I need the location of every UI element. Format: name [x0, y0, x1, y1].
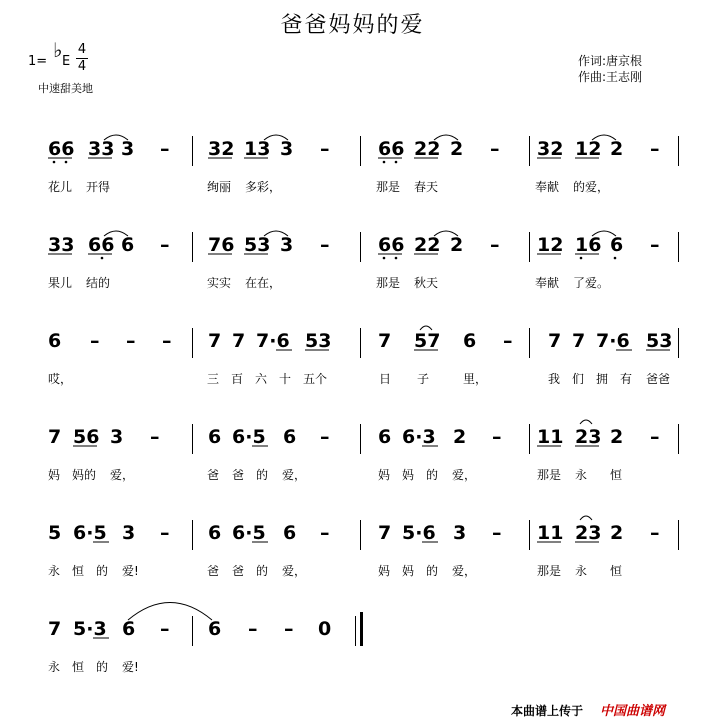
note-rest: – — [490, 138, 500, 160]
low-octave-dot — [53, 161, 56, 164]
note-rest: – — [160, 618, 170, 640]
key-note: E — [62, 54, 71, 69]
lyric: 那是 — [537, 564, 562, 578]
note-group: 53 — [305, 330, 332, 352]
note-rest: – — [284, 618, 294, 640]
note-group: 0 — [318, 618, 332, 640]
slur-arc — [264, 135, 288, 140]
slur-arc — [104, 231, 128, 236]
note-rest: – — [492, 426, 502, 448]
note-group: 76 — [208, 234, 235, 256]
time-signature-bottom: 4 — [77, 59, 87, 74]
lyric: 爱， — [452, 468, 477, 482]
note-group: 6 — [610, 234, 624, 256]
lyric: 六 — [255, 372, 268, 386]
note-rest: – — [492, 522, 502, 544]
upload-source-text: 本曲谱上传于 — [511, 704, 584, 718]
note-group: 2 — [610, 138, 624, 160]
note-group: 7 — [548, 330, 562, 352]
slur-arc — [592, 231, 616, 236]
lyric: 那是 — [376, 180, 401, 194]
note-rest: – — [650, 138, 660, 160]
lyric: 子 — [417, 372, 430, 386]
lyric: 的 — [256, 564, 269, 578]
lyric: 恒 — [72, 660, 85, 674]
note-group: 53 — [646, 330, 673, 352]
note-group: 3 — [122, 522, 136, 544]
note-group: 23 — [575, 426, 602, 448]
lyric: 爱， — [282, 468, 307, 482]
lyric: 结的 — [86, 276, 111, 290]
note-group: 23 — [575, 522, 602, 544]
note-rest: – — [650, 234, 660, 256]
low-octave-dot — [383, 257, 386, 260]
note-group: 2 — [453, 426, 467, 448]
composer-credit: 作曲:王志刚 — [578, 70, 643, 84]
flat-sign-icon: ♭ — [53, 38, 63, 62]
lyric: 爸 — [207, 468, 220, 482]
lyric: 有 — [620, 372, 633, 386]
note-group: 6 — [378, 426, 392, 448]
lyric: 永 — [48, 564, 61, 578]
note-group: 2 — [610, 426, 624, 448]
lyric: 永 — [48, 660, 61, 674]
note-rest: – — [650, 522, 660, 544]
note-group: 7·6 — [256, 330, 290, 352]
lyric: 们 — [572, 372, 585, 386]
note-group: 3 — [110, 426, 124, 448]
note-group: 33 — [48, 234, 75, 256]
lyric: 的爱， — [573, 180, 610, 194]
lyric: 爸 — [232, 564, 245, 578]
note-group: 32 — [208, 138, 235, 160]
note-group: 7 — [232, 330, 246, 352]
lyric: 那是 — [376, 276, 401, 290]
note-group: 6·5 — [232, 522, 266, 544]
note-rest: – — [160, 138, 170, 160]
lyric: 我 — [548, 372, 561, 386]
lyric: 春天 — [414, 180, 439, 194]
lyric: 的 — [426, 468, 439, 482]
note-group: 3 — [280, 234, 294, 256]
note-rest: – — [162, 330, 172, 352]
slur-arc — [104, 135, 128, 140]
lyric: 的 — [96, 564, 109, 578]
lyric: 十 — [279, 372, 292, 386]
note-group: 6 — [208, 426, 222, 448]
lyric: 永 — [575, 468, 588, 482]
lyric: 爱! — [122, 660, 139, 674]
low-octave-dot — [101, 257, 104, 260]
note-group: 22 — [414, 138, 441, 160]
lyric: 哎， — [48, 372, 73, 386]
lyric: 爸爸 — [646, 372, 671, 386]
lyric: 绚丽 — [207, 180, 232, 194]
note-group: 3 — [280, 138, 294, 160]
low-octave-dot — [395, 257, 398, 260]
note-group: 6·3 — [402, 426, 436, 448]
note-group: 5 — [48, 522, 62, 544]
note-group: 12 — [537, 234, 564, 256]
note-rest: – — [160, 234, 170, 256]
note-rest: – — [650, 426, 660, 448]
lyric: 恒 — [72, 564, 85, 578]
note-group: 2 — [450, 138, 464, 160]
note-group: 7 — [378, 522, 392, 544]
note-group: 66 — [88, 234, 115, 256]
song-title: 爸爸妈妈的爱 — [280, 13, 425, 38]
lyric: 奉献 — [535, 276, 560, 290]
lyric: 爸 — [207, 564, 220, 578]
note-group: 7·6 — [596, 330, 630, 352]
note-rest: – — [90, 330, 100, 352]
note-group: 16 — [575, 234, 602, 256]
note-group: 6 — [208, 522, 222, 544]
slur-arc — [592, 135, 616, 140]
lyric: 里， — [463, 372, 488, 386]
key-signature: 1= — [28, 54, 48, 69]
note-rest: – — [320, 234, 330, 256]
lyric: 实实 — [207, 276, 232, 290]
note-rest: – — [320, 138, 330, 160]
note-group: 2 — [450, 234, 464, 256]
slur-arc — [128, 603, 212, 621]
lyric: 爱! — [122, 564, 139, 578]
note-group: 6 — [121, 234, 135, 256]
note-group: 6 — [283, 522, 297, 544]
note-group: 7 — [48, 426, 62, 448]
lyric: 妈 — [402, 468, 415, 482]
note-group: 11 — [537, 522, 564, 544]
lyric: 妈 — [48, 468, 61, 482]
lyric: 五个 — [303, 372, 328, 386]
lyric: 果儿 — [48, 276, 73, 290]
slur-arc — [434, 135, 458, 140]
lyric: 了爱。 — [573, 276, 610, 290]
note-group: 6 — [283, 426, 297, 448]
note-group: 7 — [48, 618, 62, 640]
note-group: 12 — [575, 138, 602, 160]
note-group: 6 — [122, 618, 136, 640]
lyric: 妈 — [378, 468, 391, 482]
note-rest: – — [320, 426, 330, 448]
note-group: 6·5 — [73, 522, 107, 544]
lyric: 日 — [379, 372, 392, 386]
lyric: 三 — [207, 372, 220, 386]
slur-arc — [580, 516, 592, 520]
note-group: 11 — [537, 426, 564, 448]
note-group: 22 — [414, 234, 441, 256]
lyric: 的 — [96, 660, 109, 674]
tempo-marking: 中速甜美地 — [38, 82, 93, 95]
note-group: 6 — [463, 330, 477, 352]
lyric: 奉献 — [535, 180, 560, 194]
note-group: 6 — [48, 330, 62, 352]
lyric: 爸 — [232, 468, 245, 482]
low-octave-dot — [383, 161, 386, 164]
note-rest: – — [160, 522, 170, 544]
note-group: 2 — [610, 522, 624, 544]
note-group: 32 — [537, 138, 564, 160]
note-group: 3 — [121, 138, 135, 160]
low-octave-dot — [580, 257, 583, 260]
note-group: 5·6 — [402, 522, 436, 544]
note-group: 56 — [73, 426, 100, 448]
lyric: 妈的 — [72, 468, 97, 482]
lyric: 花儿 — [48, 180, 73, 194]
lyric: 爱， — [110, 468, 135, 482]
lyric: 多彩， — [245, 180, 282, 194]
lyric: 恒 — [610, 564, 623, 578]
lyric: 的 — [256, 468, 269, 482]
note-rest: – — [503, 330, 513, 352]
lyric: 恒 — [610, 468, 623, 482]
note-group: 7 — [378, 330, 392, 352]
lyric: 妈 — [402, 564, 415, 578]
note-group: 13 — [244, 138, 271, 160]
note-group: 7 — [208, 330, 222, 352]
lyric: 开得 — [86, 180, 111, 194]
lyric: 那是 — [537, 468, 562, 482]
note-rest: – — [490, 234, 500, 256]
lyric: 爱， — [282, 564, 307, 578]
note-rest: – — [150, 426, 160, 448]
low-octave-dot — [614, 257, 617, 260]
slur-arc — [434, 231, 458, 236]
time-signature-top: 4 — [77, 42, 87, 57]
note-group: 6 — [208, 618, 222, 640]
lyric: 秋天 — [414, 276, 439, 290]
low-octave-dot — [65, 161, 68, 164]
note-group: 6·5 — [232, 426, 266, 448]
note-group: 33 — [88, 138, 115, 160]
note-group: 66 — [48, 138, 75, 160]
lyricist-credit: 作词:唐京根 — [578, 54, 643, 68]
note-group: 66 — [378, 138, 405, 160]
note-group: 66 — [378, 234, 405, 256]
note-rest: – — [126, 330, 136, 352]
lyric: 百 — [231, 372, 244, 386]
slur-arc — [264, 231, 288, 236]
slur-arc — [580, 420, 592, 424]
lyric: 的 — [426, 564, 439, 578]
lyric: 妈 — [378, 564, 391, 578]
lyric: 拥 — [596, 372, 609, 386]
lyric: 永 — [575, 564, 588, 578]
note-group: 53 — [244, 234, 271, 256]
note-group: 7 — [572, 330, 586, 352]
site-logo[interactable]: 中国曲谱网 — [600, 704, 666, 719]
note-group: 3 — [453, 522, 467, 544]
lyric: 在在， — [245, 276, 282, 290]
note-group: 57 — [414, 330, 441, 352]
lyric: 爱， — [452, 564, 477, 578]
note-rest: – — [248, 618, 258, 640]
slur-arc — [420, 326, 432, 330]
note-group: 5·3 — [73, 618, 107, 640]
note-rest: – — [320, 522, 330, 544]
low-octave-dot — [395, 161, 398, 164]
